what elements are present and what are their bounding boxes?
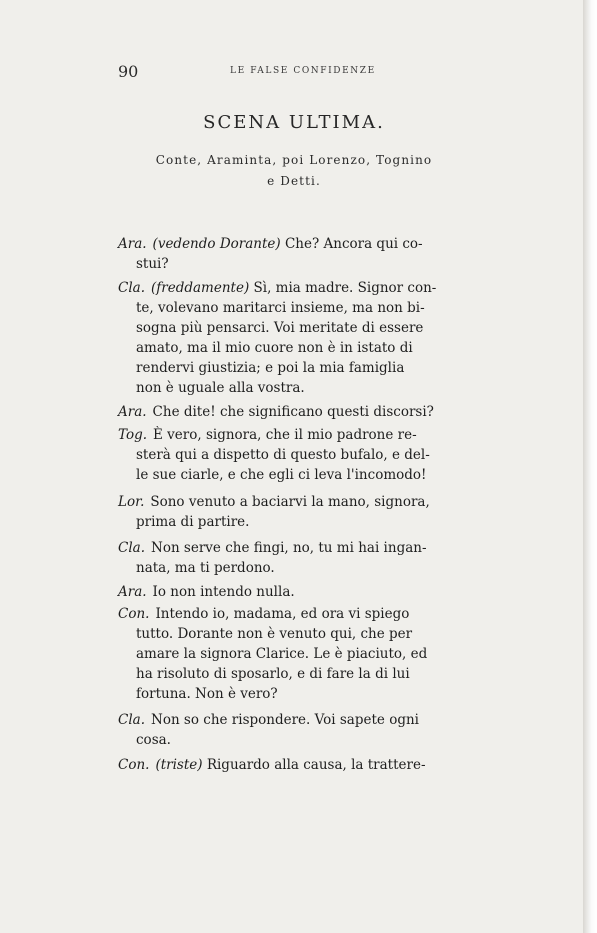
speech-line	[136, 254, 169, 274]
speech-line	[136, 664, 410, 684]
speech-text: Che dite! che significano questi discorsi?	[152, 404, 434, 420]
speech-line	[136, 358, 404, 378]
page-number: 90	[118, 62, 139, 81]
speaker-label: Ara.	[118, 404, 147, 420]
speech-text: stui?	[136, 256, 169, 272]
speech-text: amare la signora Clarice. Le è piaciuto, ed	[136, 646, 428, 662]
speech-text: Riguardo alla causa, la trattere-	[206, 757, 426, 773]
speech-text: fortuna. Non è vero?	[136, 686, 278, 702]
speech-text: sogna più pensarci. Voi meritate di essere	[136, 320, 424, 336]
page-edge	[583, 0, 597, 933]
running-title: LE FALSE CONFIDENZE	[230, 66, 376, 76]
speech-text: tutto. Dorante non è venuto qui, che per	[136, 626, 413, 642]
speech-line	[136, 298, 425, 318]
speech-line	[118, 278, 436, 298]
speech-line	[118, 755, 426, 775]
speech-line	[136, 378, 305, 398]
speech-text: amato, ma il mio cuore non è in istato di	[136, 340, 413, 356]
speech-text: sterà qui a dispetto di questo bufalo, e del-	[136, 447, 430, 463]
speech-text: ha risoluto di sposarlo, e di fare la di lui	[136, 666, 410, 682]
speech-text: cosa.	[136, 732, 171, 748]
speech-text: rendervi giustizia; e poi la mia famiglia	[136, 360, 405, 376]
speech-line	[118, 425, 417, 445]
stage-direction: (freddamente)	[151, 280, 250, 296]
speaker-label: Ara.	[118, 584, 147, 600]
speech-text: Io non intendo nulla.	[152, 584, 295, 600]
speech-line	[118, 492, 430, 512]
speech-text: Intendo io, madama, ed ora vi spiego	[155, 606, 410, 622]
speech-line	[136, 318, 423, 338]
speech-text: te, volevano maritarci insieme, ma non bi-	[136, 300, 425, 316]
speaker-label: Con.	[118, 606, 150, 622]
speaker-label: Lor.	[118, 494, 145, 510]
speech-line	[118, 604, 409, 624]
scene-title: SCENA ULTIMA.	[203, 112, 385, 133]
speech-line	[136, 445, 430, 465]
speech-line	[118, 538, 427, 558]
speech-line	[118, 582, 295, 602]
speech-text: Non so che rispondere. Voi sapete ogni	[151, 712, 419, 728]
scene-characters: Conte, Araminta, poi Lorenzo, Tognino	[155, 153, 433, 167]
speech-line	[136, 624, 412, 644]
speech-line	[136, 644, 427, 664]
speech-text: le sue ciarle, e che egli ci leva l'incomodo!	[136, 467, 427, 483]
speech-text: Non serve che fingi, no, tu mi hai ingan-	[151, 540, 427, 556]
speech-line	[136, 730, 171, 750]
speaker-label: Cla.	[118, 280, 145, 296]
speaker-label: Cla.	[118, 712, 145, 728]
speech-text: Sì, mia madre. Signor con-	[253, 280, 437, 296]
speaker-label: Con.	[118, 757, 150, 773]
stage-direction: (triste)	[155, 757, 203, 773]
speech-line	[118, 710, 419, 730]
speaker-label: Cla.	[118, 540, 145, 556]
speaker-label: Ara.	[118, 236, 147, 252]
speech-line	[136, 338, 413, 358]
speech-text: Che? Ancora qui co-	[284, 236, 423, 252]
speech-text: non è uguale alla vostra.	[136, 380, 305, 396]
speech-line	[136, 512, 249, 532]
speech-text: Sono venuto a baciarvi la mano, signora,	[150, 494, 430, 510]
speech-line	[136, 465, 426, 485]
speaker-label: Tog.	[118, 427, 148, 443]
speech-text: È vero, signora, che il mio padrone re-	[153, 427, 417, 443]
speech-line	[136, 684, 278, 704]
speech-line	[118, 402, 434, 422]
page-header	[118, 62, 518, 82]
speech-line	[118, 234, 423, 254]
speech-text: prima di partire.	[136, 514, 250, 530]
speech-text: nata, ma ti perdono.	[136, 560, 275, 576]
scene-characters-continued: e Detti.	[267, 174, 321, 188]
speech-line	[136, 558, 275, 578]
stage-direction: (vedendo Dorante)	[152, 236, 281, 252]
